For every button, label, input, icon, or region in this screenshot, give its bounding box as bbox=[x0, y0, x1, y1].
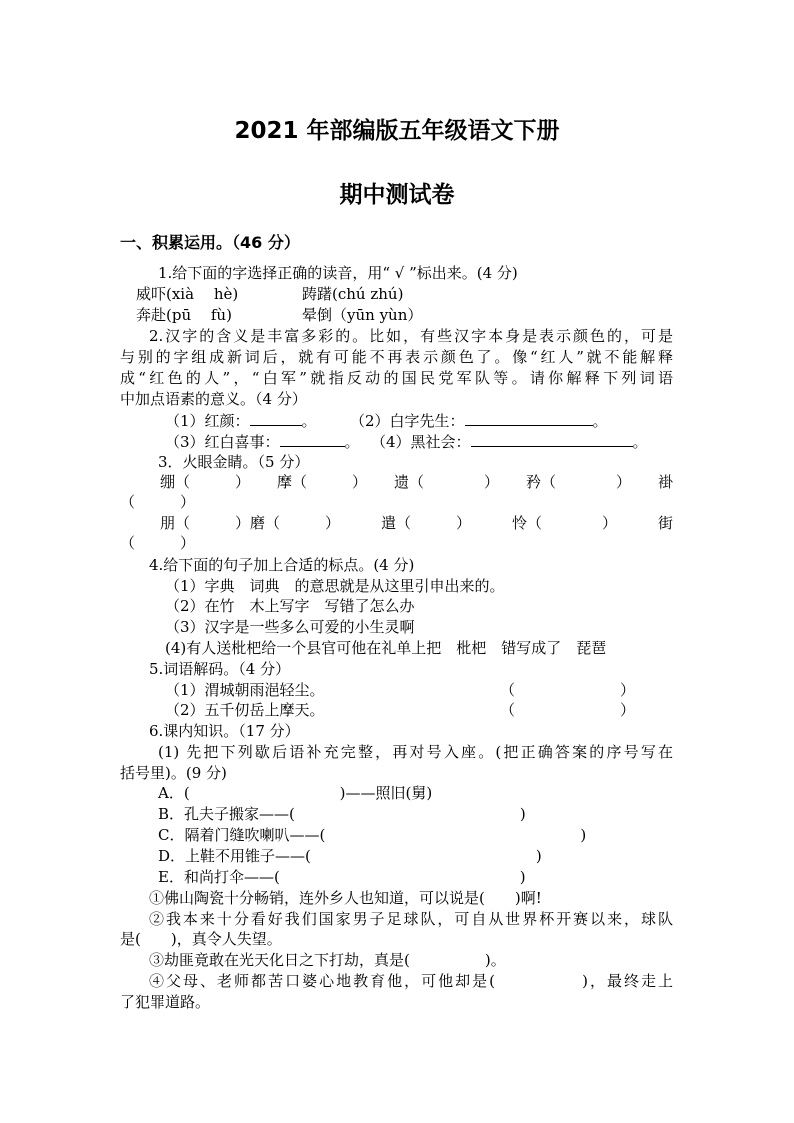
q6-option-d: D．上鞋不用锥子——( ) bbox=[158, 847, 542, 865]
q5-answer-paren[interactable]: （ ） bbox=[500, 681, 636, 699]
q3-cell: 摩（ ） bbox=[276, 473, 367, 491]
q2-text-line: 与别的字组成新词后，就有可能不再表示颜色了。像“红人”就不能解释 bbox=[120, 348, 673, 366]
q3-cell: 街 bbox=[657, 514, 673, 532]
q5-answer-paren[interactable]: （ ） bbox=[500, 701, 636, 719]
page-title-line1: 2021 年部编版五年级语文下册 bbox=[234, 118, 560, 144]
q3-row-1 bbox=[160, 472, 673, 492]
q4-sentence: （2）在竹 木上写字 写错了怎么办 bbox=[165, 597, 415, 615]
q4-sentence: （3）汉字是一些多么可爱的小生灵啊 bbox=[165, 618, 415, 636]
q6-context-1: ①佛山陶瓷十分畅销，连外乡人也知道，可以说是( )啊! bbox=[149, 889, 542, 907]
q3-stem: 3．火眼金睛。（5 分） bbox=[158, 453, 310, 471]
q4-sentence: （1）字典 词典 的意思就是从这里引申出来的。 bbox=[165, 577, 505, 595]
q2-item-end: 。 bbox=[632, 433, 648, 451]
q4-stem: 4.给下面的句子加上合适的标点。(4 分) bbox=[149, 556, 415, 574]
q3-cell: 遗（ ） bbox=[393, 473, 499, 491]
section-heading: 一、积累运用。（46 分） bbox=[120, 233, 300, 252]
q3-row-2-wrap: （ ） bbox=[120, 534, 196, 552]
answer-blank[interactable] bbox=[250, 410, 302, 426]
q3-cell: 朋（ ）磨（ ） bbox=[160, 514, 341, 532]
q6-context-2-cont: 是( )，真令人失望。 bbox=[120, 930, 282, 948]
q2-item-3 bbox=[165, 431, 360, 452]
q6-context-4-cont: 了犯罪道路。 bbox=[120, 993, 211, 1011]
q6-sub1-line: 括号里)。(9 分) bbox=[120, 764, 227, 782]
q1-item: 踌躇(chú zhú) bbox=[302, 285, 404, 303]
answer-blank[interactable] bbox=[471, 431, 633, 447]
q5-item: （1）渭城朝雨浥轻尘。 bbox=[165, 681, 325, 699]
q5-item: （2）五千仞岳上摩天。 bbox=[165, 701, 325, 719]
q2-item-2 bbox=[350, 410, 608, 431]
q1-item: 奔赴(pū fù) bbox=[136, 306, 232, 324]
q2-item-label: （1）红颜： bbox=[165, 412, 250, 430]
q1-stem: 1.给下面的字选择正确的读音，用“ √ ”标出来。(4 分) bbox=[158, 264, 518, 282]
q1-item: 威吓(xià hè) bbox=[136, 285, 239, 303]
q2-item-end: 。 bbox=[301, 412, 317, 430]
q3-row-2 bbox=[160, 513, 673, 533]
q3-cell: 遣（ ） bbox=[380, 514, 471, 532]
q6-context-2: ②我本来十分看好我们国家男子足球队，可自从世界杯开赛以来，球队 bbox=[149, 910, 673, 928]
q5-stem: 5.词语解码。（4 分） bbox=[149, 660, 291, 678]
q3-cell: 矜（ ） bbox=[525, 473, 631, 491]
q2-item-4 bbox=[371, 431, 648, 452]
q6-context-4: ④父母、老师都苦口婆心地教育他，可他却是( )，最终走上 bbox=[149, 972, 673, 990]
page-title-line2: 期中测试卷 bbox=[339, 182, 455, 208]
answer-blank[interactable] bbox=[280, 431, 345, 447]
q3-row-1-wrap: （ ） bbox=[120, 493, 196, 511]
q6-context-3: ③劫匪竟敢在光天化日之下打劫，真是( )。 bbox=[149, 951, 506, 969]
q2-item-label: （4）黑社会： bbox=[371, 433, 471, 451]
q2-item-label: （3）红白喜事： bbox=[165, 433, 280, 451]
q3-cell: 绷（ ） bbox=[160, 473, 251, 491]
q6-option-b: B．孔夫子搬家——( ) bbox=[158, 805, 526, 823]
q3-cell: 怜（ ） bbox=[511, 514, 617, 532]
answer-blank[interactable] bbox=[465, 410, 593, 426]
q6-sub1-line: (1) 先把下列歇后语补充完整，再对号入座。(把正确答案的序号写在 bbox=[158, 743, 673, 761]
q2-item-end: 。 bbox=[592, 412, 608, 430]
q2-item-1 bbox=[165, 410, 317, 431]
q4-sentence: (4)有人送枇杷给一个县官可他在礼单上把 枇杷 错写成了 琵琶 bbox=[165, 639, 607, 657]
q6-option-a: A．( )——照旧(舅) bbox=[158, 784, 433, 802]
q2-text-line: 中加点语素的意义。（4 分） bbox=[120, 390, 307, 408]
q3-cell: 褂 bbox=[657, 473, 673, 491]
q2-item-label: （2）白字先生： bbox=[350, 412, 465, 430]
q2-text-line: 成“红色的人”，“白军”就指反动的国民党军队等。请你解释下列词语 bbox=[120, 369, 673, 387]
q6-stem: 6.课内知识。（17 分） bbox=[149, 722, 300, 740]
q2-item-end: 。 bbox=[344, 433, 360, 451]
q2-text-line: 2.汉字的含义是丰富多彩的。比如，有些汉字本身是表示颜色的，可是 bbox=[149, 327, 673, 345]
q1-item: 晕倒（yūn yùn） bbox=[302, 306, 423, 324]
q6-option-e: E．和尚打伞——( ) bbox=[158, 868, 526, 886]
q6-option-c: C．隔着门缝吹喇叭——( ) bbox=[158, 826, 587, 844]
